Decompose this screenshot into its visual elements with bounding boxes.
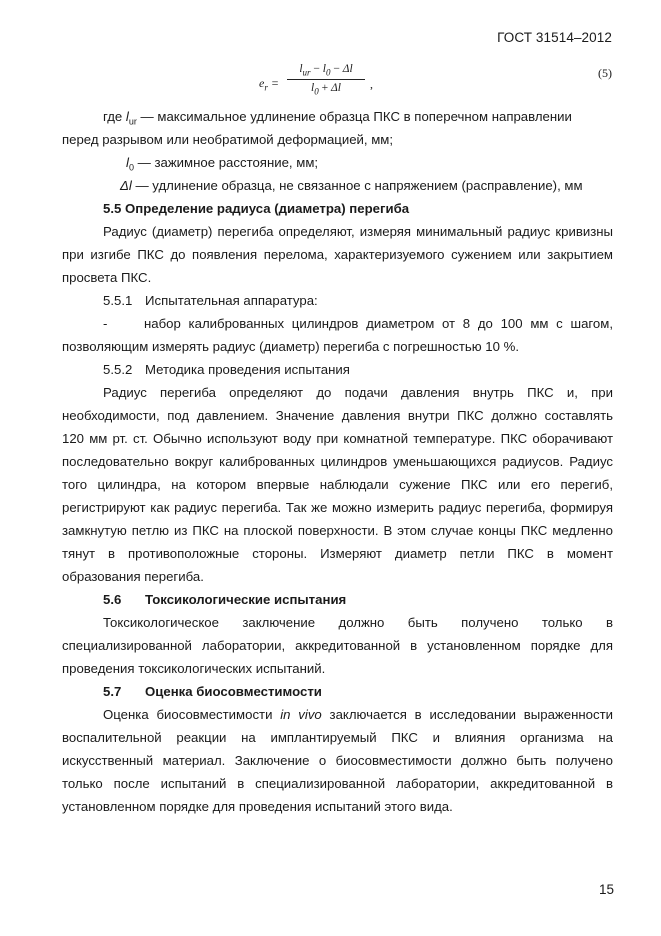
s55-p2-line-3: 120 мм рт. ст. Обычно используют воду при комнатной температуре. ПКС оборачивают [62, 431, 613, 446]
document-header: ГОСТ 31514–2012 [497, 30, 612, 45]
s55-p2-line-4: последовательно вокруг калиброванных цилиндров уменьшающихся радиусов. Радиус [62, 454, 613, 469]
s55-p1-line-1: Радиус (диаметр) перегиба определяют, измеряя минимальный радиус кривизны [103, 224, 613, 239]
s55-p1-line-3: просвета ПКС. [62, 270, 152, 285]
s56-number: 5.6 [103, 592, 122, 607]
s57-line-5: установленном порядке для проведения испытаний этого вида. [62, 799, 453, 814]
s551-title: Испытательная аппаратура: [145, 293, 318, 308]
s57-line-3: искусственный материал. Заключение о биосовместимости должно быть получено [62, 753, 613, 768]
formula-number: (5) [598, 66, 612, 80]
page-number: 15 [598, 882, 614, 897]
s55-p2-line-5: того цилиндра, на котором впервые наблюдали сужение ПКС или его перегиб, [62, 477, 613, 492]
s56-line-3: проведения токсикологических испытаний. [62, 661, 326, 676]
s57-line-1: Оценка биосовместимости in vivo заключается в исследовании выраженности [103, 707, 613, 722]
s551-number: 5.5.1 [103, 293, 133, 308]
where-line-2: перед разрывом или необратимой деформацией, мм; [62, 132, 394, 147]
s56-title: Токсикологические испытания [145, 592, 347, 607]
where-line-4: Δl — удлинение образца, не связанное с напряжением (расправление), мм [120, 178, 583, 193]
s57-number: 5.7 [103, 684, 122, 699]
formula-denominator: $l_0 + \Delta l$ [287, 79, 365, 98]
s55-p2-line-8: тянут в противоположные стороны. Измеряют диаметр петли ПКС в момент [62, 546, 613, 561]
s552-number: 5.5.2 [103, 362, 133, 377]
s56-line-1: Токсикологическое заключение должно быть получено только в [103, 615, 613, 630]
where-line-1: где $l_{ur}$ — максимальное удлинение образца ПКС в поперечном направлении [103, 109, 572, 127]
s55-p2-line-9: образования перегиба. [62, 569, 204, 584]
s55-p2-line-2: необходимости, под давлением. Значение давления внутри ПКС должно составлять [62, 408, 613, 423]
s552-title: Методика проведения испытания [145, 362, 350, 377]
where-line-3: $l_0$ — зажимное расстояние, мм; [126, 155, 319, 173]
bullet-line-1: набор калиброванных цилиндров диаметром от 8 до 100 мм с шагом, [144, 316, 613, 331]
s56-line-2: специализированной лаборатории, аккредитованной в установленном порядке для [62, 638, 613, 653]
s57-line-4: только после испытаний в специализированной лаборатории, аккредитованной в [62, 776, 613, 791]
formula-numerator: $l_{ur} - l_0 - \Delta l$ [299, 63, 353, 78]
s55-p1-line-2: при изгибе ПКС до появления перелома, характеризуемого сужением или закрытием [62, 247, 613, 262]
section-5-5-heading: 5.5 Определение радиуса (диаметра) перегиба [103, 201, 410, 216]
s55-p2-line-1: Радиус перегиба определяют до подачи давления внутрь ПКС и, при [103, 385, 613, 400]
formula-comma: , [370, 77, 373, 91]
bullet-line-2: позволяющим измерять радиус (диаметр) перегиба с погрешностью 10 %. [62, 339, 520, 354]
bullet-mark: - [103, 316, 108, 331]
s55-p2-line-7: замкнутую петлю из ПКС на плоской поверхности. В этом случае концы ПКС медленно [62, 523, 613, 538]
formula-lhs: $e_r$ = [259, 76, 279, 93]
s57-title: Оценка биосовместимости [145, 684, 322, 699]
s57-line-2: воспалительной реакции на имплантируемый ПКС и влияния организма на [62, 730, 613, 745]
formula-fraction [287, 62, 365, 99]
s55-p2-line-6: регистрируют как радиус перегиба. Так же можно измерить радиус перегиба, формируя [62, 500, 613, 515]
